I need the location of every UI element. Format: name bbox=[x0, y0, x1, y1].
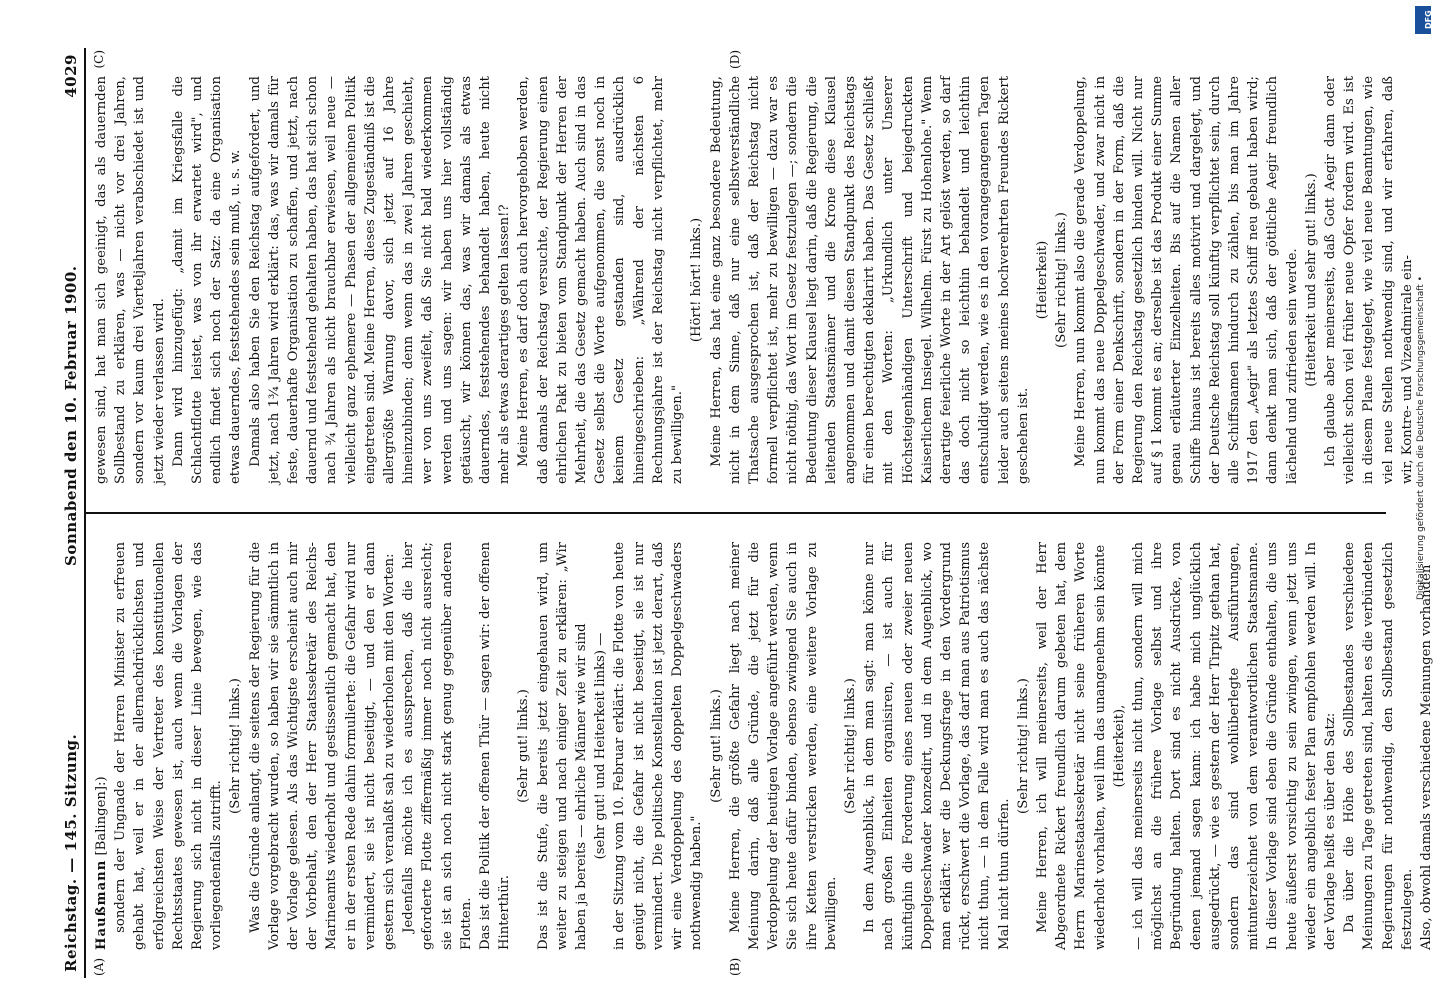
paragraph: in der Sitzung vom 10. Februar erklärt: die Flotte von heute genügt nicht, die Gefahr ist nicht beseitigt, sie ist nur vermindert. Die politische Konstellation ist jetzt derart, daß wir eine Verdoppelung des doppelten Doppelgeschwaders nothwendig haben." bbox=[612, 542, 705, 950]
speaker-suffix: [Balingen]:) bbox=[94, 776, 109, 856]
speaker-line bbox=[92, 542, 111, 950]
interjection: (Hört! hört! links.) bbox=[689, 217, 705, 343]
interjection: (Sehr richtig! links.) bbox=[1015, 678, 1031, 814]
interjection: (Heiterkeit) bbox=[1034, 240, 1050, 320]
paragraph: Meine Herren, ich will meinerseits, weil der Herr Abgeordnete Rickert freundlich darum gebeten hat, dem Herrn Marinestaatssekretär nicht seine früheren Worte wiederholt vorhalten, weil ihm das unangenehm sein könnte bbox=[1034, 542, 1108, 950]
paragraph: Also, obwohl damals verschiedene Meinungen vorhanden bbox=[1419, 564, 1435, 950]
speaker-name: Haußmann bbox=[94, 859, 109, 950]
funding-credit: Digitalisierung gefördert durch die Deutsche Forschungsgemeinschaft • bbox=[1416, 276, 1426, 600]
margin-marker-d: (D) bbox=[728, 50, 742, 69]
paragraph: Meine Herren, das hat eine ganz besondere Bedeutung, nicht in dem Sinne, daß nur eine selbstverständliche Thatsache ausgesprochen ist, daß der Reichstag nicht formell verpflichtet ist, mehr zu bewilligen — dazu war es nicht nöthig, das Wort im Gesetz festzulegen —; sondern die Bedeutung dieser Klausel liegt darin, daß die Regierung, die leitenden Staatsmänner und die Krone diese Klausel angenommen und damit diesen Standpunkt des Reichstags für einen berechtigten deklarirt haben. Das Gesetz schließt mit den Worten: „Urkundlich unter Unserer Höchsteigenhändigen Unterschrift und beigedruckten Kaiserlichem Insiegel. Wilhelm. Fürst zu Hohenlohe." Wenn derartige feierliche Worte in der Art gelöst werden, so darf das doch nicht so leichthin behandelt und leichthin entschuldigt werden, wie es in den vorangegangenen Tagen leider auch seitens meines hochverehrten Freundes Rickert geschehen ist. bbox=[708, 76, 1031, 484]
paragraph: Damals also haben Sie den Reichstag aufgefordert, und jetzt, nach 1¾ Jahren wird erklärt: das, was wir damals für feste, dauerhafte Organisation zu schaffen, und jetzt, nach dauernd und feststehend gehalten haben, das hat sich schon nach ¾ Jahren als nicht brauchbar erwiesen, weil neue — vielleicht ganz ephemere — Phasen der allgemeinen Politik eingetreten sind. Meine Herren, dieses Zugeständniß ist die allergrößte Warnung davor, sich jetzt auf 16 Jahre hineinzubinden; denn wenn das in zwei Jahren geschieht, wer von uns zweifelt, daß Sie nicht bald wiederkommen werden und uns sagen: wir haben uns hier vollständig getäuscht, wir können das, was wir damals als etwas dauerndes, feststehendes behandelt haben, heute nicht mehr als etwas derartiges gelten lassen!? bbox=[247, 76, 513, 484]
interjection: (Sehr richtig! links.) bbox=[1054, 212, 1070, 348]
paragraph: gewesen sind, hat man sich geeinigt, das als dauernden Sollbestand zu erklären, was — nicht vor drei Jahren, sondern vor kaum drei Vierteljahren verabschiedet ist und jetzt wieder verlassen wird. bbox=[94, 76, 167, 484]
quotation: Jedenfalls möchte ich es aussprechen, daß die hier geforderte Flotte ziffermäßig immer noch nicht ausreicht; sie ist an sich noch nicht stark genug gegenüber anderen Flotten. bbox=[401, 542, 474, 950]
paragraph: sondern der Ungnade der Herren Minister zu erfreuen gehabt hat, weil er in der allernachdrücklichsten und erfolgreichsten Weise der Vertreter des konstitutionellen Rechtsstaates gewesen ist, auch wenn die Vorlagen der Regierung sich nicht in dieser Linie bewegen, wie das vorliegendenfalls zutrifft. bbox=[113, 542, 225, 950]
paragraph: Meine Herren, es darf doch auch hervorgehoben werden, daß damals der Reichstag versuchte, der Regierung einen ehrlichen Pakt zu bieten vom Standpunkt der Herren der Mehrheit, die das Gesetz gemacht haben. Auch sind in das Gesetz selbst die Worte aufgenommen, die sonst noch in keinem Gesetz gestanden sind, ausdrücklich hineingeschrieben: „Während der nächsten 6 Rechnungsjahre ist der Reichstag nicht verpflichtet, mehr zu bewilligen." bbox=[516, 76, 686, 484]
paragraph: In dem Augenblick, in dem man sagt: man könne nur nach großen Einheiten organisiren, — ist auch für künftighin die Forderung eines neuen oder zweier neuen Doppelgeschwader konzedirt, und in dem Augenblick, wo man erklärt: wer die Deckungsfrage in den Vordergrund rückt, erschwert die Vorlage, das darf man aus Patriotismus nicht thun, — in dem Falle wird man es auch das nächste Mal nicht thun dürfen. bbox=[862, 542, 1012, 950]
running-head-title: Reichstag. — 145. Sitzung. bbox=[62, 733, 80, 972]
interjection: (Sehr gut! links.) bbox=[516, 689, 532, 803]
interjection: (Heiterkeit), bbox=[1111, 704, 1127, 788]
margin-marker-a: (A) bbox=[92, 957, 106, 976]
dfg-logo: DFG bbox=[1415, 6, 1431, 34]
quotation: Da über die Höhe des Sollbestandes verschiedene Meinungen zu Tage getreten sind, halten es die verbündeten Regierungen für nothwendig, den Sollbestand gesetzlich festzulegen. bbox=[1342, 541, 1415, 950]
paragraph: Das ist die Stufe, die bereits jetzt eingehauen wird, um weiter zu steigen und nach einiger Zeit zu erklären: „Wir haben ja bereits — ehrliche Männer wie wir sind bbox=[535, 542, 590, 950]
paragraph: Was die Gründe anlangt, die seitens der Regierung für die Vorlage vorgebracht wurden, so haben wir sie sämmtlich in der Vorlage gelesen. Als das Wichtigste erscheint auch mir der Vorbehalt, den der Herr Staatssekretär des Reichs-Marineamts wiederholt und gestissentlich gemacht hat, den er in der ersten Rede dahin formulierte: die Gefahr wird nur vermindert, sie ist nicht beseitigt, — und den er dann gestern sich veranlaßt sah zu wiederholen mit den Worten: bbox=[247, 542, 398, 950]
paragraph: Ich glaube aber meinerseits, daß Gott Aegir dann oder vielleicht schon viel früher neue Opfer fordern wird. Es ist in diesem Plane festgelegt, wie viel neue Beamtungen, wie viel neue Stellen nothwendig sind, und wir erfahren, daß wir, Kontre- und Vizeadmirale ein- bbox=[1323, 76, 1415, 484]
margin-marker-c: (C) bbox=[92, 50, 106, 69]
paragraph: Dann wird hinzugefügt: „damit im Kriegsfalle die Schlachtflotte leistet, was von ihr erwartet wird", und endlich findet sich noch der Satz: da eine Organisation etwas dauerndes, feststehendes sein muß, u. s. w. bbox=[170, 76, 244, 484]
interjection: (Sehr richtig! links.) bbox=[228, 678, 244, 814]
interjection: (Heiterkeit und sehr gut! links.) bbox=[1303, 173, 1319, 387]
right-column bbox=[86, 48, 1415, 512]
interjection: (Sehr richtig! links.) bbox=[842, 678, 858, 814]
running-head bbox=[62, 48, 86, 978]
paragraph: Das ist die Politik der offenen Thür — sagen wir: der offenen Hinterthür. bbox=[478, 542, 513, 950]
paragraph: Meine Herren, nun kommt also die gerade Verdoppelung, nun kommt das neue Doppelgeschwader, und zwar nicht in der Form einer Denkschrift, sondern in der Form, daß die Regierung den Reichstag gesetzlich binden will. Nicht nur auf § 1 kommt es an; derselbe ist das Produkt einer Summe genau erläuterter Einzelheiten. Bis auf die Namen aller Schiffe hinaus ist bereits alles motivirt und dargelegt, und der Deutsche Reichstag soll künftig verpflichtet sein, durch alle Schiffsnamen hindurch zu zählen, bis man im Jahre 1917 den „Aegir" als letztes Schiff neu gebaut haben wird; dann denkt man sich, daß der göttliche Aegir freundlich lächelnd und zufrieden sein werde. bbox=[1073, 76, 1300, 484]
paragraph: — ich will das meinerseits nicht thun, sondern will mich möglichst an die frühere Vorlage selbst und ihre Begründung halten. Dort sind es nicht Ausdrücke, von denen jemand sagen kann: ich habe mich unglücklich ausgedrückt, — wie es gestern der Herr Tirpitz gethan hat, sondern das sind wohlüberlegte Ausführungen, mitunterzeichnet von dem verantwortlichen Staatsmanne. In dieser Vorlage sind eben die Gründe enthalten, die uns heute äußerst vorsichtig zu sein zwingen, wenn jetzt uns wieder ein angeblich fester Plan empfohlen werden will. In der Vorlage heißt es über den Satz: bbox=[1130, 542, 1338, 950]
left-column bbox=[86, 512, 1435, 978]
interjection: (sehr gut! und Heiterkeit links) — bbox=[593, 632, 609, 860]
page-number: 4029 bbox=[62, 54, 80, 98]
paragraph: Meine Herren, die größte Gefahr liegt nach meiner Meinung darin, daß alle Gründe, die jetzt für die Verdoppelung der heutigen Vorlage angeführt werden, wenn Sie sich heute dafür binden, ebenso zwingend Sie auch in ihre Ketten verstricken werden, eine weitere Vorlage zu bewilligen. bbox=[727, 542, 839, 950]
running-head-date: Sonnabend den 10. Februar 1900. bbox=[62, 265, 80, 566]
interjection: (Sehr gut! links.) bbox=[708, 689, 724, 803]
margin-marker-b: (B) bbox=[728, 957, 742, 976]
